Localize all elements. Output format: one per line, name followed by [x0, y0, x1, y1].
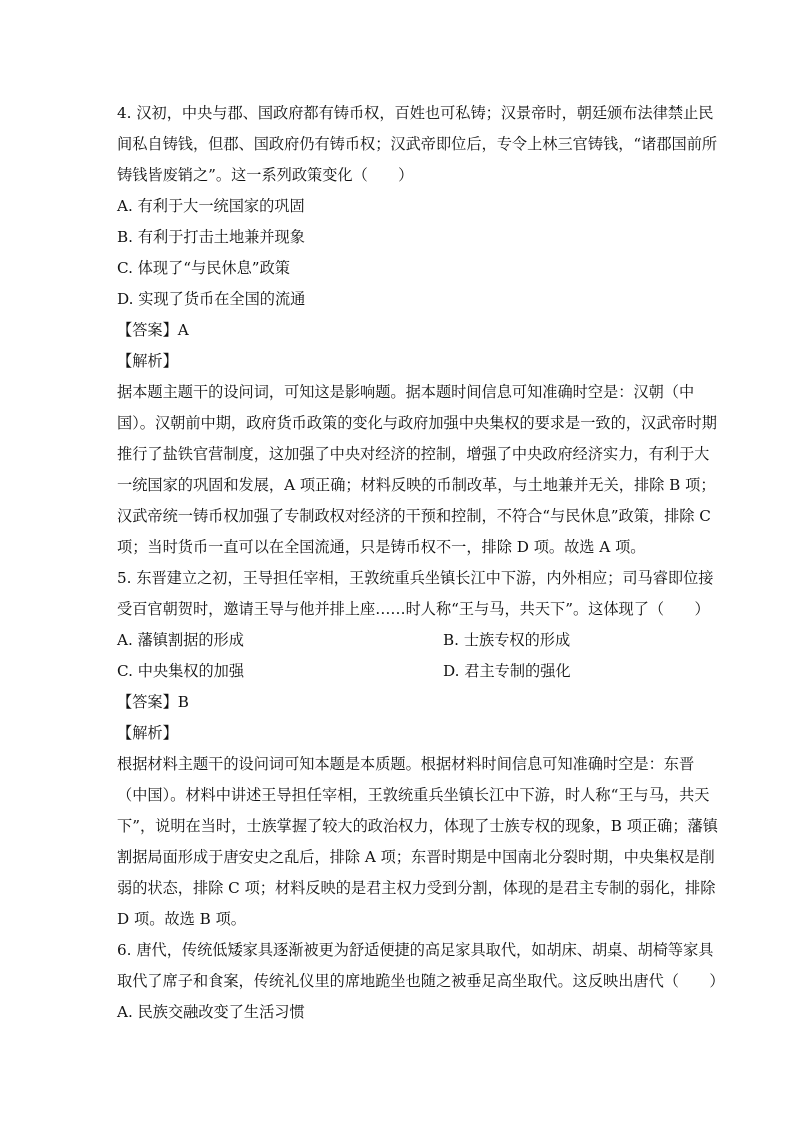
question-5-analysis-line: 弱的状态，排除 C 项；材料反映的是君主权力受到分割，体现的是君主专制的弱化，排除	[117, 879, 716, 897]
question-4-analysis-line: 汉武帝统一铸币权加强了专制政权对经济的干预和控制，不符合“与民休息”政策，排除 C	[117, 507, 711, 525]
question-5-answer: 【答案】B	[117, 693, 189, 711]
question-4-analysis-line: 国）。汉朝前中期，政府货币政策的变化与政府加强中央集权的要求是一致的，汉武帝时期	[117, 414, 717, 432]
question-6-stem-line: 6. 唐代，传统低矮家具逐渐被更为舒适便捷的高足家具取代，如胡床、胡桌、胡椅等家具	[117, 941, 714, 959]
exam-page	[117, 98, 725, 1028]
question-5-analysis-line: 割据局面形成于唐安史之乱后，排除 A 项；东晋时期是中国南北分裂时期，中央集权是削	[117, 848, 715, 866]
question-5-analysis-label: 【解析】	[117, 724, 178, 742]
question-5-option-c: C. 中央集权的加强	[117, 662, 245, 680]
question-4-analysis-line: 项；当时货币一直可以在全国流通，只是铸币权不一，排除 D 项。故选 A 项。	[117, 538, 646, 556]
question-5-option-a: A. 藩镇割据的形成	[117, 631, 244, 649]
question-4-analysis-line: 一统国家的巩固和发展，A 项正确；材料反映的币制改革，与土地兼并无关，排除 B 项；	[117, 476, 716, 494]
question-4	[117, 98, 718, 563]
question-5-stem-line: 5. 东晋建立之初，王导担任宰相，王敦统重兵坐镇长江中下游，内外相应；司马睿即位接	[117, 569, 714, 587]
question-4-option-b: B. 有利于打击土地兼并现象	[117, 228, 305, 246]
question-4-answer: 【答案】A	[117, 321, 189, 339]
question-5-option-row	[117, 656, 677, 687]
question-6-option-a: A. 民族交融改变了生活习惯	[117, 1003, 305, 1021]
question-6-stem-line: 取代了席子和食案，传统礼仪里的席地跪坐也随之被垂足高坐取代。这反映出唐代（ ）	[117, 972, 725, 990]
question-5-analysis-line: 根据材料主题干的设问词可知本题是本质题。根据材料时间信息可知准确时空是：东晋	[117, 755, 695, 773]
question-4-analysis-line: 推行了盐铁官营制度，这加强了中央对经济的控制，增强了中央政府经济实力，有利于大	[117, 445, 710, 463]
question-6	[117, 935, 725, 1028]
question-5-analysis-line: 下”，说明在当时，士族掌握了较大的政治权力，体现了士族专权的现象，B 项正确；藩镇	[117, 817, 718, 835]
question-5-analysis-line: D 项。故选 B 项。	[117, 910, 246, 928]
question-4-stem-line: 间私自铸钱，但郡、国政府仍有铸币权；汉武帝即位后，专令上林三官铸钱，“诸郡国前所	[117, 135, 718, 153]
question-4-stem-line: 4. 汉初，中央与郡、国政府都有铸币权，百姓也可私铸；汉景帝时，朝廷颁布法律禁止民	[117, 104, 714, 122]
question-4-stem-line: 铸钱皆废销之”。这一系列政策变化（ ）	[117, 166, 414, 184]
question-5	[117, 563, 718, 935]
question-4-option-d: D. 实现了货币在全国的流通	[117, 290, 306, 308]
question-4-analysis-label: 【解析】	[117, 352, 178, 370]
question-5-option-b: B. 士族专权的形成	[443, 631, 571, 649]
question-5-option-row	[117, 625, 677, 656]
question-5-analysis-line: （中国）。材料中讲述王导担任宰相，王敦统重兵坐镇长江中下游，时人称“王与马，共天	[117, 786, 710, 804]
question-5-option-d: D. 君主专制的强化	[443, 662, 571, 680]
question-5-stem-line: 受百官朝贺时，邀请王导与他并排上座……时人称“王与马，共天下”。这体现了（ ）	[117, 600, 710, 618]
question-4-option-c: C. 体现了“与民休息”政策	[117, 259, 290, 277]
question-4-analysis-line: 据本题主题干的设问词，可知这是影响题。据本题时间信息可知准确时空是：汉朝（中	[117, 383, 695, 401]
question-4-option-a: A. 有利于大一统国家的巩固	[117, 197, 305, 215]
